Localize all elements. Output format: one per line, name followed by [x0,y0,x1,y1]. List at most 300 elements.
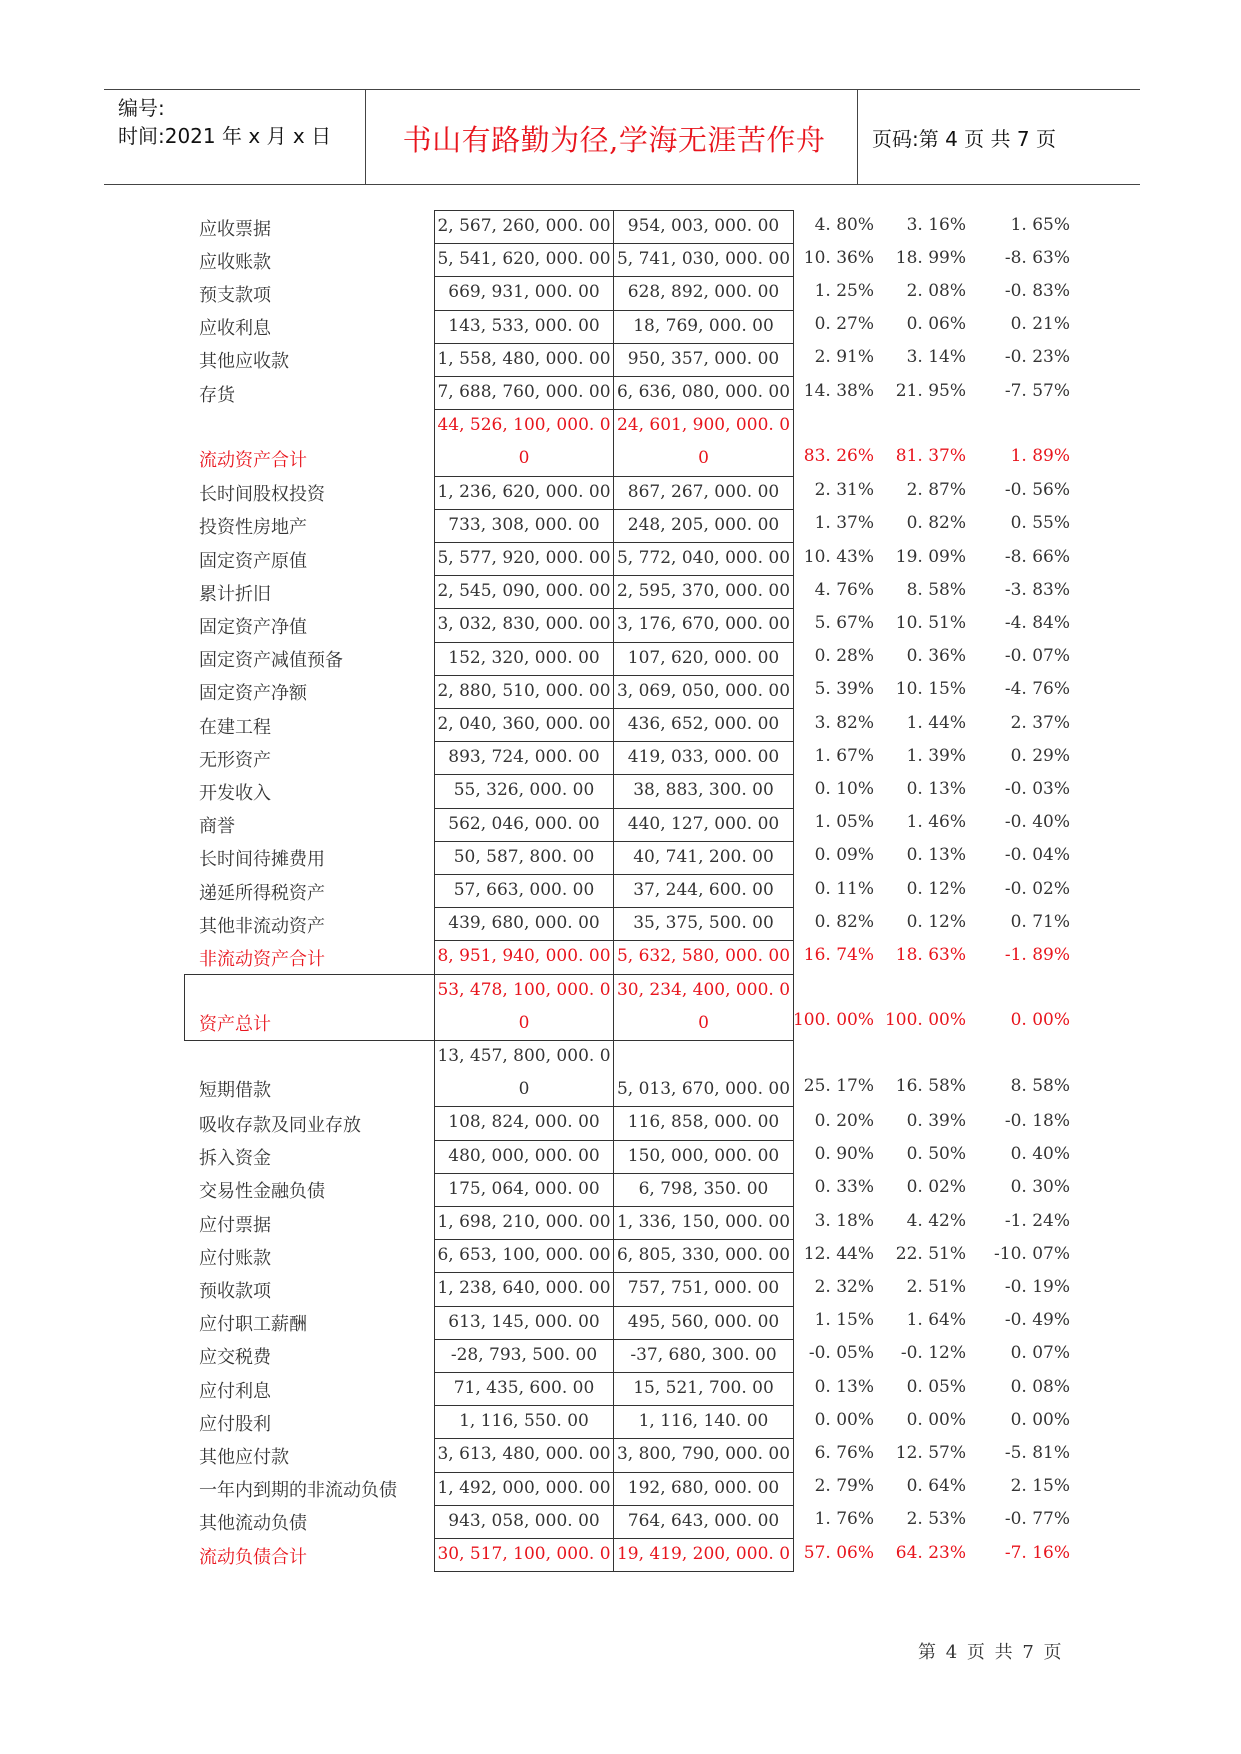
grid-rule [434,542,794,543]
value-current-text: 5, 577, 920, 000. 00 [437,548,611,568]
value-current [434,509,614,542]
percent-change: -4. 84% [1004,612,1070,633]
value-previous-line2: 0 [698,448,709,469]
value-current [434,808,614,841]
value-previous [614,509,794,542]
row-label: 交易性金融负债 [199,1181,325,1203]
table-row [0,310,1241,343]
value-previous-text: 764, 643, 000. 00 [627,1510,780,1531]
row-label: 开发收入 [199,782,271,804]
value-previous [614,675,794,708]
value-current-text: 943, 058, 000. 00 [448,1510,600,1531]
percent-current: 5. 39% [814,679,874,700]
percent-current: 4. 76% [814,579,874,600]
percent-change: 0. 55% [1010,513,1070,534]
percent-previous: 2. 51% [906,1276,966,1297]
table-row [0,708,1241,741]
percent-change: 1. 89% [1010,445,1070,466]
row-label: 在建工程 [199,716,271,738]
total-box-top [184,974,434,975]
value-current-text: 562, 046, 000. 00 [448,813,600,834]
value-previous [614,310,794,343]
grid-rule [434,243,794,244]
grid-rule [434,907,794,908]
percent-change: 0. 30% [1010,1177,1070,1198]
value-current [434,974,614,1040]
percent-previous: 0. 12% [906,911,966,932]
value-previous-text: 867, 267, 000. 00 [627,481,780,502]
percent-change: -0. 40% [1004,812,1070,833]
grid-rule [434,608,794,609]
percent-change: 0. 00% [1010,1009,1070,1030]
percent-change: 0. 40% [1010,1144,1070,1165]
value-current [434,542,614,575]
percent-current: 2. 31% [814,480,874,501]
value-previous [614,808,794,841]
value-current [434,1405,614,1438]
percent-previous: -0. 12% [900,1343,966,1364]
grid-rule [434,1571,794,1572]
percent-current: 0. 28% [814,646,874,667]
value-current-text: 2, 567, 260, 000. 00 [437,216,611,236]
percent-current: 12. 44% [803,1243,874,1264]
percent-change: 0. 29% [1010,745,1070,766]
row-label: 短期借款 [199,1080,271,1102]
value-current-text: 2, 545, 090, 000. 00 [437,581,611,602]
grid-rule [434,1239,794,1240]
value-previous-text: 19, 419, 200, 000. 0 [616,1544,791,1564]
table-row [0,509,1241,542]
value-current-text: 30, 517, 100, 000. 0 [437,1544,611,1564]
grid-rule [434,1339,794,1340]
table-row [0,409,1241,475]
value-previous-text: 6, 636, 080, 000. 00 [616,382,791,402]
table-row [0,974,1241,1040]
total-box-left [184,974,185,1040]
value-current [434,642,614,675]
percent-previous: 0. 06% [906,314,966,335]
value-previous-text: 38, 883, 300. 00 [633,780,774,801]
percent-current: 25. 17% [803,1076,874,1097]
percent-change: -5. 81% [1004,1442,1070,1463]
value-current [434,1140,614,1173]
value-current-text: 1, 698, 210, 000. 00 [437,1212,611,1232]
value-previous-text: 35, 375, 500. 00 [633,913,774,934]
row-label: 长时间股权投资 [199,484,325,506]
value-previous [614,1405,794,1438]
value-previous-text: 37, 244, 600. 00 [633,880,774,900]
table-row [0,1472,1241,1505]
percent-previous: 8. 58% [906,579,966,600]
value-current-text: 152, 320, 000. 00 [448,647,600,668]
percent-current: 57. 06% [803,1542,874,1563]
percent-current: 3. 18% [814,1210,874,1231]
table-row [0,1339,1241,1372]
row-label: 应收票据 [199,218,271,240]
value-current [434,1239,614,1272]
percent-current: 0. 09% [814,845,874,866]
row-label: 应交税费 [199,1347,271,1369]
percent-previous: 0. 39% [906,1110,966,1131]
value-previous [614,907,794,940]
table-row [0,907,1241,940]
percent-change: -3. 83% [1004,579,1070,600]
row-label: 长时间待摊费用 [199,849,325,871]
value-current-line1: 44, 526, 100, 000. 0 [437,415,611,436]
grid-rule [434,675,794,676]
value-previous [614,774,794,807]
row-label: 拆入资金 [199,1148,271,1170]
percent-change: -0. 23% [1004,347,1070,368]
percent-change: -0. 19% [1004,1276,1070,1297]
value-current-text: 1, 238, 640, 000. 00 [437,1278,611,1299]
percent-current: 0. 82% [814,911,874,932]
row-label: 其他应付款 [199,1446,289,1468]
percent-change: -7. 16% [1004,1542,1070,1563]
value-current [434,1306,614,1339]
grid-rule [434,210,794,211]
table-row [0,675,1241,708]
row-label: 应收账款 [199,251,271,273]
value-current [434,343,614,376]
percent-change: -0. 18% [1004,1110,1070,1131]
value-current [434,1173,614,1206]
row-label: 固定资产净值 [199,616,307,638]
value-current [434,376,614,409]
percent-change: 0. 71% [1010,911,1070,932]
value-previous-text: 436, 652, 000. 00 [627,714,780,734]
percent-previous: 0. 50% [906,1144,966,1165]
row-label: 非流动资产合计 [199,948,325,970]
percent-change: -4. 76% [1004,679,1070,700]
value-current-text: 8, 951, 940, 000. 00 [437,946,611,967]
table-row [0,1372,1241,1405]
value-current-text: -28, 793, 500. 00 [450,1344,598,1365]
value-current [434,1372,614,1405]
value-current-text: 669, 931, 000. 00 [448,282,600,303]
value-previous [614,1339,794,1372]
value-current-text: 175, 064, 000. 00 [448,1178,600,1199]
value-previous [614,542,794,575]
grid-rule [434,1505,794,1506]
row-label: 流动负债合计 [199,1546,307,1568]
table-row [0,1438,1241,1471]
table-row [0,808,1241,841]
grid-rule [434,974,794,975]
percent-change: 0. 00% [1010,1409,1070,1430]
percent-current: 2. 32% [814,1276,874,1297]
table-row [0,642,1241,675]
value-current [434,608,614,641]
value-current-text: 733, 308, 000. 00 [448,514,600,535]
percent-change: 2. 37% [1010,712,1070,733]
grid-rule [434,1372,794,1373]
row-label: 固定资产原值 [199,550,307,572]
grid-rule [434,741,794,742]
value-previous [614,476,794,509]
table-row [0,940,1241,973]
value-current [434,1272,614,1305]
grid-rule [434,575,794,576]
value-current [434,874,614,907]
percent-previous: 21. 95% [895,380,966,401]
percent-previous: 2. 87% [906,480,966,501]
percent-change: -0. 49% [1004,1310,1070,1331]
table-row [0,1538,1241,1571]
value-previous [614,874,794,907]
percent-current: 3. 82% [814,712,874,733]
row-label: 累计折旧 [199,583,271,605]
value-previous-text: 6, 805, 330, 000. 00 [616,1245,791,1266]
percent-change: -1. 24% [1004,1210,1070,1231]
percent-previous: 64. 23% [895,1542,966,1563]
percent-change: -0. 02% [1004,878,1070,899]
percent-current: 0. 11% [814,878,874,899]
value-current [434,310,614,343]
value-current-text: 480, 000, 000. 00 [448,1145,600,1166]
value-current [434,940,614,973]
grid-rule [434,642,794,643]
value-current-line1: 13, 457, 800, 000. 0 [437,1046,611,1066]
table-row [0,343,1241,376]
value-previous [614,841,794,874]
value-previous-text: 1, 336, 150, 000. 00 [616,1212,791,1232]
value-current [434,1339,614,1372]
row-label: 应付票据 [199,1214,271,1236]
value-previous [614,741,794,774]
value-current-line2: 0 [518,1012,530,1033]
percent-current: 83. 26% [803,445,874,466]
value-previous-text: 3, 800, 790, 000. 00 [616,1444,791,1465]
grid-rule [434,1206,794,1207]
value-previous-text: 116, 858, 000. 00 [627,1112,780,1133]
percent-previous: 18. 63% [895,944,966,965]
percent-previous: 100. 00% [884,1009,966,1030]
value-previous-text: 5, 632, 580, 000. 00 [616,946,791,967]
value-current-text: 3, 032, 830, 000. 00 [437,614,611,635]
value-previous-text: 107, 620, 000. 00 [627,647,780,668]
grid-rule [434,476,794,477]
value-previous [614,1040,794,1106]
value-current-text: 1, 236, 620, 000. 00 [437,481,611,502]
value-previous [614,608,794,641]
percent-current: 10. 36% [803,247,874,268]
percent-previous: 10. 15% [895,679,966,700]
percent-current: 14. 38% [803,380,874,401]
value-previous [614,1372,794,1405]
percent-current: 6. 76% [814,1442,874,1463]
percent-current: 1. 37% [814,513,874,534]
value-current-text: 143, 533, 000. 00 [448,315,600,336]
header-time-label: 时间:2021 年 x 月 x 日 [118,124,332,148]
grid-rule [434,1405,794,1406]
table-row [0,542,1241,575]
row-label: 应付账款 [199,1247,271,1269]
percent-change: -8. 66% [1004,546,1070,567]
value-previous [614,276,794,309]
percent-previous: 0. 64% [906,1476,966,1497]
value-previous [614,243,794,276]
percent-current: 1. 15% [814,1310,874,1331]
grid-rule [434,276,794,277]
value-previous-text: -37, 680, 300. 00 [630,1344,777,1365]
percent-change: 0. 07% [1010,1343,1070,1364]
table-row [0,608,1241,641]
percent-current: 5. 67% [814,612,874,633]
percent-change: -1. 89% [1004,944,1070,965]
percent-current: 1. 05% [814,812,874,833]
percent-current: 1. 67% [814,745,874,766]
row-label: 商誉 [199,816,235,838]
percent-change: 8. 58% [1010,1076,1070,1097]
percent-change: -0. 03% [1004,778,1070,799]
value-previous [614,642,794,675]
value-current [434,907,614,940]
percent-previous: 1. 39% [906,745,966,766]
row-label: 流动资产合计 [199,449,307,471]
row-label: 预收款项 [199,1280,271,1302]
value-previous [614,1472,794,1505]
table-row [0,1306,1241,1339]
value-previous-line1: 24, 601, 900, 000. 0 [616,415,791,436]
value-current [434,210,614,243]
grid-rule [434,841,794,842]
value-current [434,409,614,475]
value-current-line2: 0 [518,448,530,469]
percent-current: -0. 05% [808,1343,874,1364]
table-row [0,1272,1241,1305]
value-current-text: 6, 653, 100, 000. 00 [437,1245,611,1266]
row-label: 一年内到期的非流动负债 [199,1480,397,1502]
percent-current: 1. 76% [814,1509,874,1530]
grid-rule [434,343,794,344]
row-label: 吸收存款及同业存放 [199,1114,361,1136]
value-current-text: 1, 116, 550. 00 [459,1411,589,1432]
row-label: 应付职工薪酬 [199,1314,307,1336]
percent-previous: 0. 82% [906,513,966,534]
value-previous [614,376,794,409]
value-current-text: 55, 326, 000. 00 [453,780,595,801]
value-current-text: 893, 724, 000. 00 [448,747,600,768]
percent-previous: 0. 13% [906,845,966,866]
table-row [0,276,1241,309]
row-label: 固定资产净额 [199,683,307,705]
value-previous [614,1438,794,1471]
table-row [0,1206,1241,1239]
percent-change: -0. 04% [1004,845,1070,866]
percent-current: 16. 74% [803,944,874,965]
value-previous [614,1239,794,1272]
value-previous [614,708,794,741]
percent-previous: 0. 00% [906,1409,966,1430]
value-current [434,276,614,309]
table-row [0,1505,1241,1538]
percent-change: 0. 08% [1010,1376,1070,1397]
row-label: 应付股利 [199,1413,271,1435]
table-row [0,1040,1241,1106]
percent-previous: 81. 37% [895,445,966,466]
value-previous-text: 954, 003, 000. 00 [627,216,780,236]
value-previous [614,409,794,475]
percent-change: 1. 65% [1010,214,1070,235]
percent-current: 0. 10% [814,778,874,799]
value-previous [614,343,794,376]
percent-previous: 0. 36% [906,646,966,667]
grid-rule [434,774,794,775]
value-previous-text: 40, 741, 200. 00 [633,846,774,867]
percent-current: 10. 43% [803,546,874,567]
value-current [434,1438,614,1471]
percent-previous: 2. 08% [906,280,966,301]
grid-rule [434,874,794,875]
value-current [434,1538,614,1571]
percent-previous: 3. 14% [906,347,966,368]
value-current [434,1106,614,1139]
percent-previous: 16. 58% [895,1076,966,1097]
grid-rule [434,1106,794,1107]
percent-current: 4. 80% [814,214,874,235]
table-row [0,575,1241,608]
grid-rule [434,1040,794,1041]
row-label: 预支款项 [199,284,271,306]
value-previous [614,1306,794,1339]
grid-rule [434,376,794,377]
table-row [0,1173,1241,1206]
percent-previous: 0. 12% [906,878,966,899]
value-previous-text: 2, 595, 370, 000. 00 [616,581,791,602]
value-current [434,1472,614,1505]
value-current [434,575,614,608]
value-current [434,741,614,774]
table-row [0,774,1241,807]
value-current [434,476,614,509]
percent-previous: 1. 46% [906,812,966,833]
value-previous-text: 18, 769, 000. 00 [633,315,774,336]
value-current [434,1040,614,1106]
value-current-text: 108, 824, 000. 00 [448,1112,600,1133]
percent-previous: 18. 99% [895,247,966,268]
value-previous-line1: 30, 234, 400, 000. 0 [616,979,791,1000]
value-previous [614,1505,794,1538]
header-motto: 书山有路勤为径,学海无涯苦作舟 [402,123,826,157]
value-previous [614,974,794,1040]
percent-current: 0. 33% [814,1177,874,1198]
percent-previous: 3. 16% [906,214,966,235]
value-current-text: 2, 040, 360, 000. 00 [437,714,611,734]
percent-previous: 2. 53% [906,1509,966,1530]
percent-current: 0. 13% [814,1376,874,1397]
percent-change: -10. 07% [994,1243,1070,1264]
value-current [434,243,614,276]
grid-rule [434,509,794,510]
value-current [434,675,614,708]
value-previous [614,1140,794,1173]
row-label: 其他应收款 [199,351,289,373]
value-current-text: 1, 558, 480, 000. 00 [437,348,611,369]
grid-rule [434,1472,794,1473]
value-current [434,1505,614,1538]
grid-rule [434,1173,794,1174]
percent-current: 100. 00% [792,1009,874,1030]
table-row [0,1239,1241,1272]
percent-previous: 19. 09% [895,546,966,567]
percent-change: -0. 77% [1004,1509,1070,1530]
value-previous [614,1206,794,1239]
grid-rule [434,1272,794,1273]
value-previous [614,1272,794,1305]
value-current-text: 57, 663, 000. 00 [453,880,595,900]
value-previous [614,1173,794,1206]
